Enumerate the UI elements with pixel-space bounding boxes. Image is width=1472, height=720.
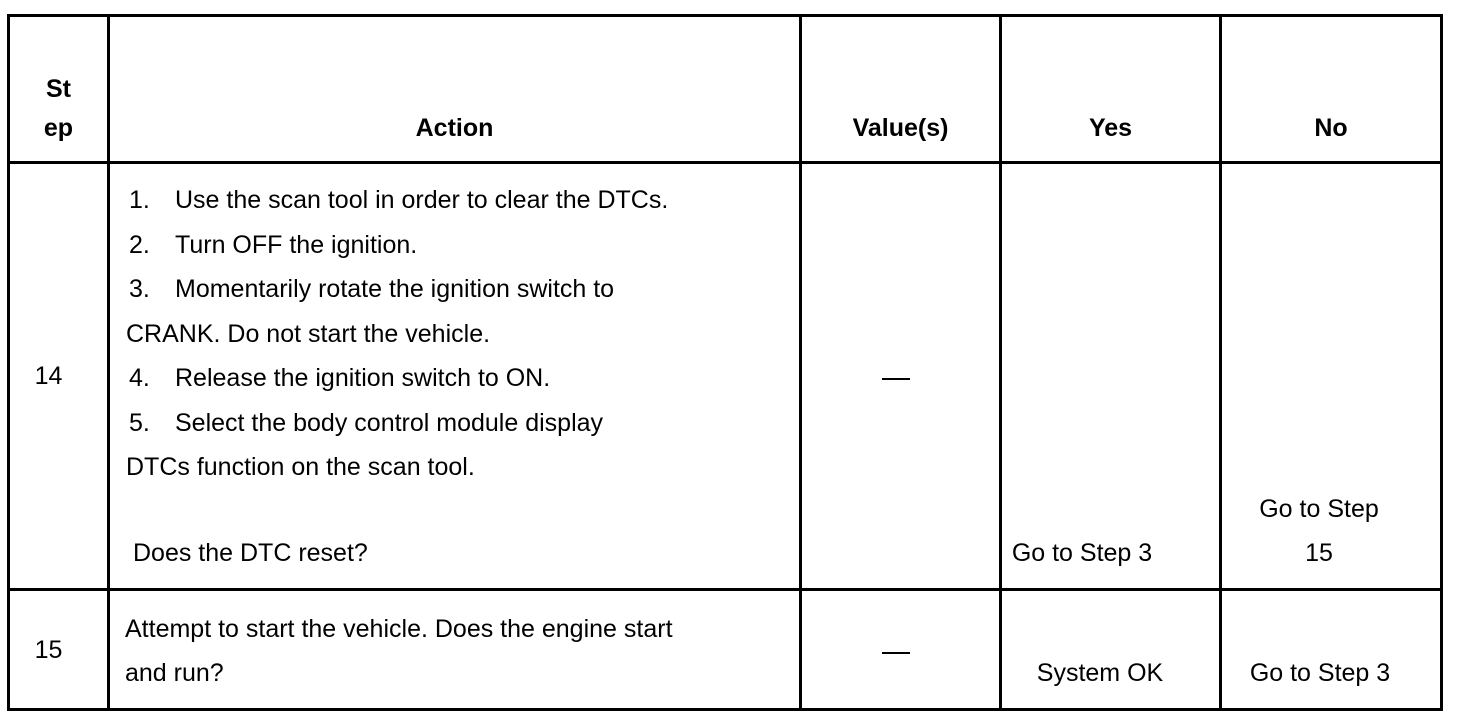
header-divider xyxy=(7,161,1443,164)
list-item xyxy=(129,178,668,222)
row-15-action-line2: and run? xyxy=(125,659,224,687)
list-item-number: 5. xyxy=(129,409,150,437)
list-item-number: 3. xyxy=(129,275,150,303)
list-item xyxy=(129,267,614,311)
row-15-value-dash xyxy=(882,652,910,654)
row-15-no: Go to Step 3 xyxy=(1249,659,1391,687)
list-item-text: Turn OFF the ignition. xyxy=(175,231,418,259)
row-15-step: 15 xyxy=(34,636,63,664)
row-divider xyxy=(7,588,1443,591)
list-item-continuation xyxy=(126,445,475,489)
list-item-text: Momentarily rotate the ignition switch to xyxy=(175,275,615,303)
list-item-text: Release the ignition switch to ON. xyxy=(175,364,551,392)
row-15-yes: System OK xyxy=(1036,659,1164,687)
list-item-text: CRANK. Do not start the vehicle. xyxy=(126,320,491,348)
row-15-action-line1: Attempt to start the vehicle. Does the engine start xyxy=(125,615,673,643)
list-item-text: DTCs function on the scan tool. xyxy=(126,453,475,481)
header-yes: Yes xyxy=(1088,114,1133,142)
row-14-step: 14 xyxy=(34,362,63,390)
row-14-no-line1: Go to Step xyxy=(1259,495,1379,523)
list-item-number: 2. xyxy=(129,231,150,259)
list-item xyxy=(129,356,550,400)
list-item xyxy=(129,223,417,267)
header-step-line2: ep xyxy=(43,114,74,142)
list-item-text: Use the scan tool in order to clear the DTCs. xyxy=(175,186,669,214)
row-14-no-line2: 15 xyxy=(1305,539,1333,567)
row-14-yes: Go to Step 3 xyxy=(1011,539,1153,567)
table-border-right xyxy=(1440,14,1443,711)
table-border-top xyxy=(7,14,1443,17)
row-14-question: Does the DTC reset? xyxy=(133,539,368,567)
list-item-number: 4. xyxy=(129,364,150,392)
header-no: No xyxy=(1314,114,1348,142)
list-item-continuation xyxy=(126,312,490,356)
header-action: Action xyxy=(415,114,494,142)
header-values: Value(s) xyxy=(852,114,949,142)
header-step-line1: St xyxy=(46,75,71,103)
list-item-text: Select the body control module display xyxy=(175,409,604,437)
row-14-value-dash xyxy=(882,378,910,380)
table-border-bottom xyxy=(7,708,1443,711)
list-item-number: 1. xyxy=(129,186,150,214)
list-item xyxy=(129,401,603,445)
